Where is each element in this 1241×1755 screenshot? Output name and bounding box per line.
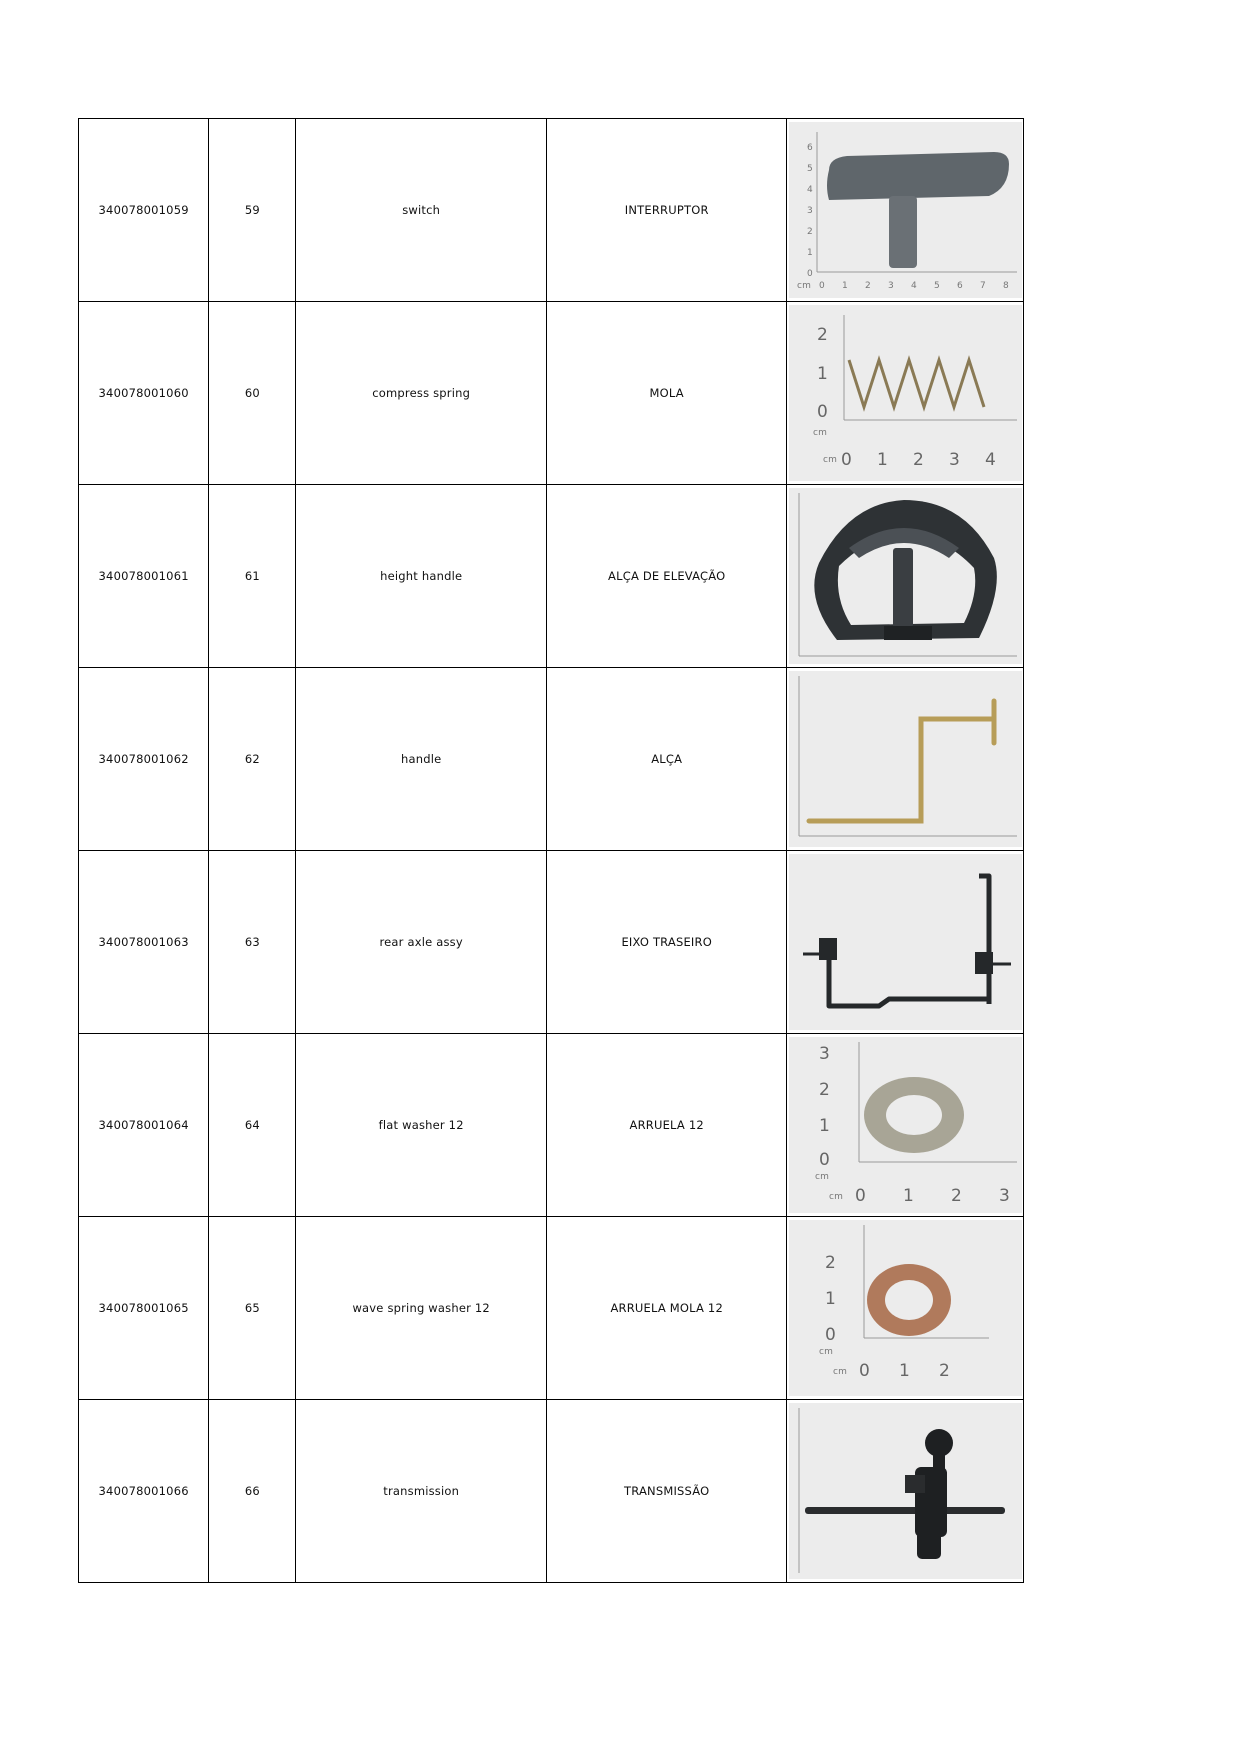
part-number: 63 (209, 851, 296, 1034)
svg-text:0: 0 (858, 1361, 870, 1381)
part-name-en: compress spring (296, 302, 547, 485)
part-number: 64 (209, 1034, 296, 1217)
part-photo-wave-washer (789, 1220, 1022, 1396)
table-row (79, 668, 1024, 851)
part-code: 340078001060 (79, 302, 209, 485)
svg-text:cm: cm (814, 1172, 829, 1182)
svg-text:3: 3 (948, 450, 960, 470)
part-code: 340078001065 (79, 1217, 209, 1400)
part-photo-height-handle (789, 488, 1022, 664)
part-code: 340078001066 (79, 1400, 209, 1583)
svg-text:0: 0 (854, 1186, 866, 1206)
part-name-en: wave spring washer 12 (296, 1217, 547, 1400)
part-number: 59 (209, 119, 296, 302)
svg-text:4: 4 (910, 281, 917, 291)
svg-text:1: 1 (824, 1289, 836, 1309)
svg-text:2: 2 (806, 227, 813, 237)
part-photo-rear-axle (789, 854, 1022, 1030)
table-row (79, 1217, 1024, 1400)
svg-text:1: 1 (902, 1186, 914, 1206)
svg-text:1: 1 (841, 281, 848, 291)
svg-text:2: 2 (864, 281, 871, 291)
part-name-pt: EIXO TRASEIRO (546, 851, 787, 1034)
part-code: 340078001059 (79, 119, 209, 302)
part-photo-crank-handle (789, 671, 1022, 847)
part-photo-spring (789, 305, 1022, 481)
part-number: 66 (209, 1400, 296, 1583)
svg-text:0: 0 (818, 281, 825, 291)
svg-text:1: 1 (816, 364, 828, 384)
svg-text:5: 5 (806, 164, 813, 174)
part-name-en: transmission (296, 1400, 547, 1583)
svg-text:cm: cm (832, 1367, 847, 1377)
table-row (79, 1400, 1024, 1583)
part-name-pt: ALÇA (546, 668, 787, 851)
svg-text:2: 2 (950, 1186, 962, 1206)
part-number: 65 (209, 1217, 296, 1400)
parts-table (78, 118, 1024, 1583)
part-photo-switch (789, 122, 1022, 298)
part-name-pt: ARRUELA MOLA 12 (546, 1217, 787, 1400)
part-code: 340078001064 (79, 1034, 209, 1217)
svg-text:cm: cm (828, 1192, 843, 1202)
part-name-pt: MOLA (546, 302, 787, 485)
svg-text:8: 8 (1002, 281, 1009, 291)
part-name-pt: ARRUELA 12 (546, 1034, 787, 1217)
part-code: 340078001061 (79, 485, 209, 668)
part-name-pt: ALÇA DE ELEVAÇÃO (546, 485, 787, 668)
svg-text:4: 4 (806, 185, 813, 195)
table-row (79, 1034, 1024, 1217)
part-name-en: handle (296, 668, 547, 851)
ruler-x-ticks (797, 281, 1009, 291)
svg-text:0: 0 (806, 269, 813, 279)
part-code: 340078001062 (79, 668, 209, 851)
svg-text:1: 1 (806, 248, 813, 258)
svg-text:0: 0 (824, 1325, 836, 1345)
svg-text:3: 3 (998, 1186, 1010, 1206)
part-name-en: flat washer 12 (296, 1034, 547, 1217)
svg-text:1: 1 (898, 1361, 910, 1381)
part-photo-transmission (789, 1403, 1022, 1579)
svg-text:2: 2 (818, 1080, 830, 1100)
svg-text:3: 3 (887, 281, 894, 291)
svg-text:6: 6 (806, 143, 813, 153)
part-name-pt: TRANSMISSÃO (546, 1400, 787, 1583)
svg-text:2: 2 (816, 325, 828, 345)
svg-text:2: 2 (912, 450, 924, 470)
ruler-y-ticks (807, 143, 813, 279)
part-number: 62 (209, 668, 296, 851)
part-number: 61 (209, 485, 296, 668)
part-code: 340078001063 (79, 851, 209, 1034)
svg-text:0: 0 (816, 402, 828, 422)
svg-text:6: 6 (956, 281, 963, 291)
svg-text:0: 0 (818, 1150, 830, 1170)
svg-text:1: 1 (818, 1116, 830, 1136)
table-row (79, 302, 1024, 485)
table-row (79, 851, 1024, 1034)
svg-text:0: 0 (840, 450, 852, 470)
svg-text:cm: cm (822, 455, 837, 465)
svg-text:7: 7 (979, 281, 986, 291)
svg-text:1: 1 (876, 450, 888, 470)
svg-text:5: 5 (933, 281, 940, 291)
table-row (79, 119, 1024, 302)
svg-text:cm: cm (796, 281, 811, 291)
part-name-pt: INTERRUPTOR (546, 119, 787, 302)
svg-text:cm: cm (818, 1347, 833, 1357)
part-name-en: switch (296, 119, 547, 302)
svg-text:3: 3 (806, 206, 813, 216)
part-number: 60 (209, 302, 296, 485)
svg-text:4: 4 (984, 450, 996, 470)
svg-text:2: 2 (938, 1361, 950, 1381)
part-name-en: height handle (296, 485, 547, 668)
svg-text:3: 3 (818, 1044, 830, 1064)
part-photo-flat-washer (789, 1037, 1022, 1213)
table-row (79, 485, 1024, 668)
svg-text:2: 2 (824, 1253, 836, 1273)
part-name-en: rear axle assy (296, 851, 547, 1034)
svg-text:cm: cm (812, 428, 827, 438)
